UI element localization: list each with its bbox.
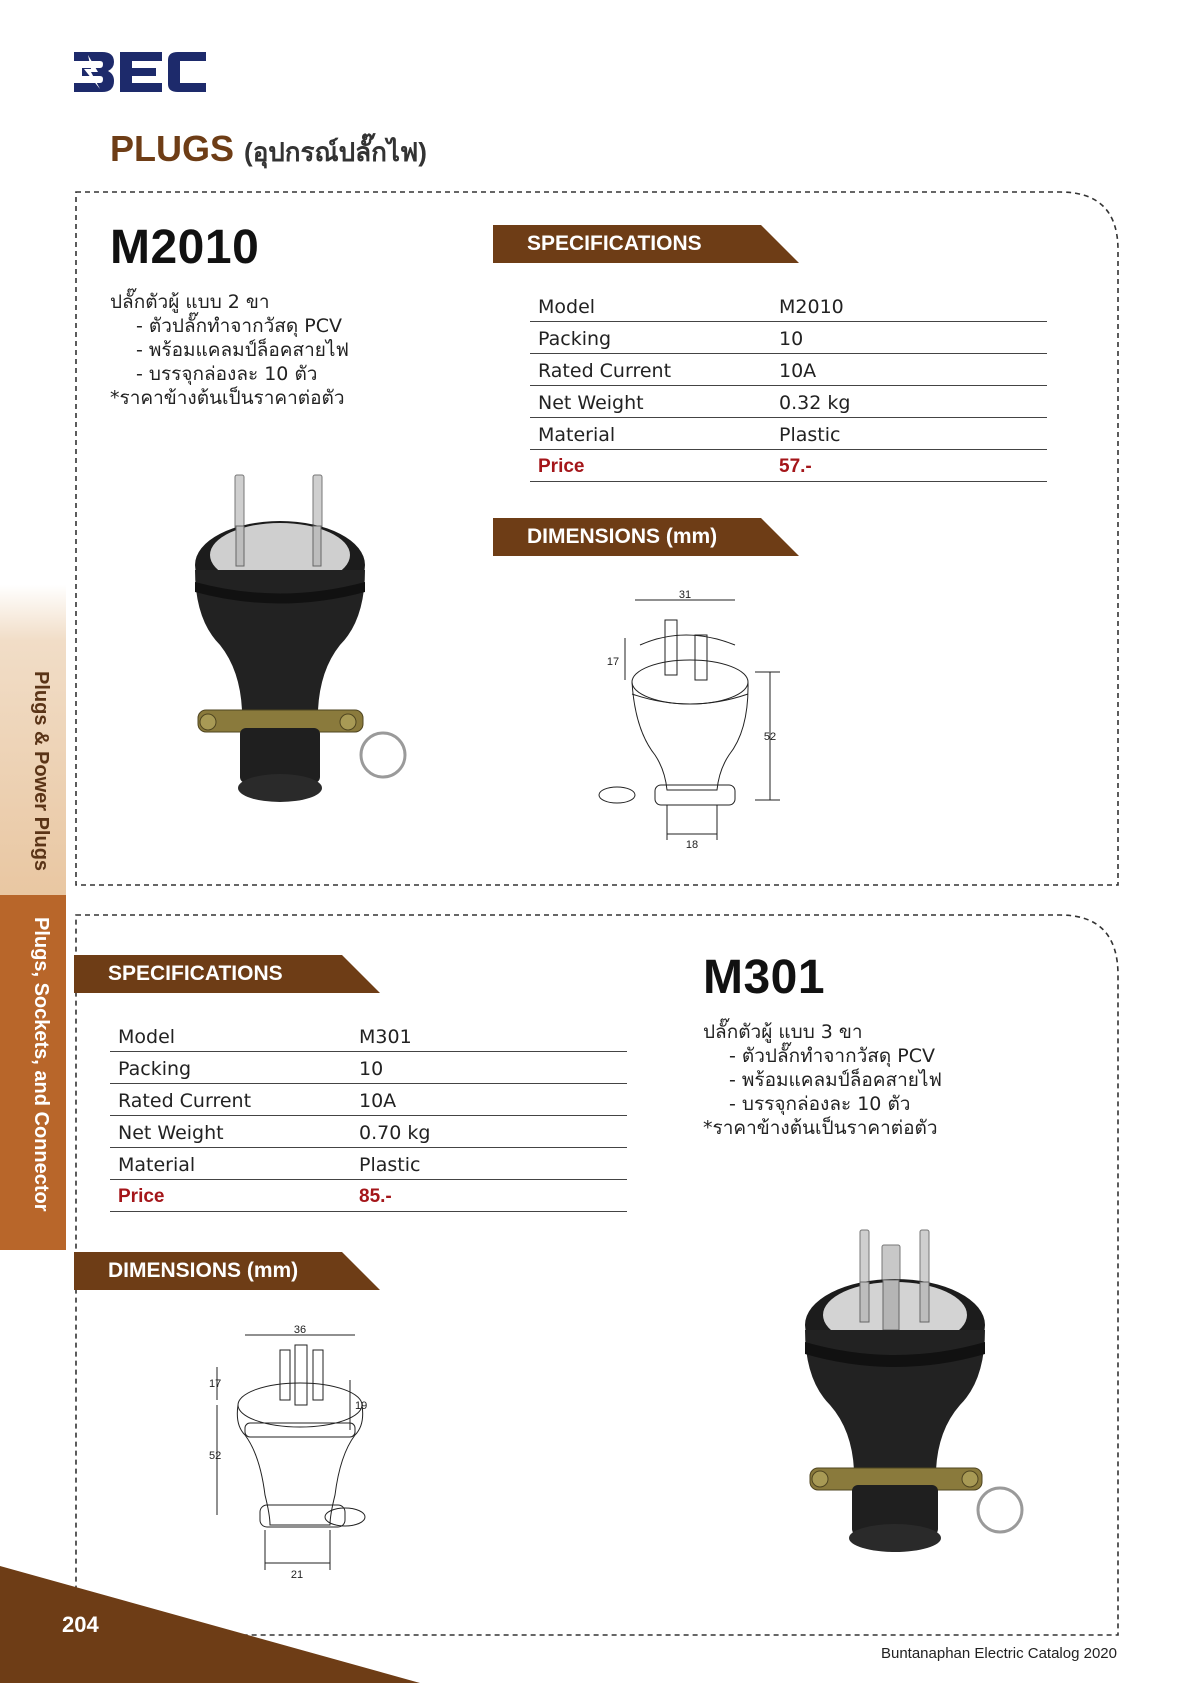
dimension-drawing-m2010	[595, 590, 795, 855]
side-tab-label: Plugs & Power Plugs	[30, 671, 52, 872]
spec-value: 0.70 kg	[351, 1116, 627, 1148]
spec-table-m301	[110, 1020, 627, 1212]
spec-label: Material	[530, 418, 771, 450]
catalog-footer: Buntanaphan Electric Catalog 2020	[880, 1645, 1117, 1662]
product-model-m301: M301	[703, 951, 826, 1004]
spec-label: Net Weight	[530, 386, 771, 418]
spec-value: 10A	[351, 1084, 627, 1116]
description-line: - บรรจุกล่องละ 10 ตัว	[136, 363, 318, 385]
bec-logo	[74, 52, 206, 92]
spec-heading: SPECIFICATIONS	[527, 232, 702, 255]
spec-value: Plastic	[771, 418, 1047, 450]
side-tab-label: Plugs, Sockets, and Connector	[30, 917, 52, 1212]
spec-row	[110, 1148, 627, 1180]
price-row	[110, 1180, 627, 1212]
spec-label: Packing	[530, 322, 771, 354]
description-line: - ตัวปลั๊กทำจากวัสดุ PCV	[136, 315, 342, 337]
spec-label: Rated Current	[110, 1084, 351, 1116]
description-line: - พร้อมแคลมป์ล็อคสายไฟ	[136, 339, 349, 361]
description-line: ปลั๊กตัวผู้ แบบ 2 ขา	[110, 291, 270, 313]
spec-value: 10	[771, 322, 1047, 354]
dim-height-label: 52	[209, 1450, 222, 1462]
dim-base-label: 21	[290, 1569, 304, 1581]
product-photo-m2010	[180, 470, 420, 820]
dim-width-label: 36	[293, 1325, 307, 1336]
spec-value: Plastic	[351, 1148, 627, 1180]
spec-heading: SPECIFICATIONS	[108, 962, 283, 985]
price-row	[530, 450, 1047, 482]
dim-height-label: 52	[763, 731, 777, 743]
description-line: - ตัวปลั๊กทำจากวัสดุ PCV	[729, 1045, 935, 1067]
spec-label: Rated Current	[530, 354, 771, 386]
page-title-main: PLUGS	[110, 128, 235, 169]
description-line: - บรรจุกล่องละ 10 ตัว	[729, 1093, 911, 1115]
page-title-thai: (อุปกรณ์ปลั๊กไฟ)	[244, 137, 427, 167]
product-model-m2010: M2010	[110, 221, 260, 274]
page-title	[110, 128, 427, 173]
spec-label: Packing	[110, 1052, 351, 1084]
spec-label: Net Weight	[110, 1116, 351, 1148]
spec-row	[530, 290, 1047, 322]
description-line: ปลั๊กตัวผู้ แบบ 3 ขา	[703, 1021, 863, 1043]
dim-pin-label: 17	[606, 656, 620, 668]
spec-value: M2010	[771, 290, 1047, 322]
spec-row	[110, 1052, 627, 1084]
spec-label: Model	[530, 290, 771, 322]
dim-base-label: 18	[685, 839, 699, 851]
dim-heading: DIMENSIONS (mm)	[527, 525, 718, 548]
price-value: 85.-	[351, 1180, 627, 1212]
spec-value: 0.32 kg	[771, 386, 1047, 418]
dim-width-label: 31	[678, 590, 692, 601]
spec-row	[530, 418, 1047, 450]
dim-heading-band	[74, 1252, 384, 1290]
dim-heading-band	[493, 518, 803, 556]
spec-value: 10A	[771, 354, 1047, 386]
product-description	[110, 290, 349, 410]
spec-row	[530, 322, 1047, 354]
spec-row	[530, 354, 1047, 386]
price-value: 57.-	[771, 450, 1047, 482]
price-label: Price	[110, 1180, 351, 1212]
spec-row	[110, 1116, 627, 1148]
spec-label: Material	[110, 1148, 351, 1180]
description-line: *ราคาข้างต้นเป็นราคาต่อตัว	[703, 1117, 938, 1139]
spec-table-m2010	[530, 290, 1047, 482]
spec-row	[530, 386, 1047, 418]
spec-label: Model	[110, 1020, 351, 1052]
spec-row	[110, 1084, 627, 1116]
price-label: Price	[530, 450, 771, 482]
page-number: 204	[62, 1612, 99, 1637]
description-line: - พร้อมแคลมป์ล็อคสายไฟ	[729, 1069, 942, 1091]
spec-value: 10	[351, 1052, 627, 1084]
dim-pin-label: 17	[209, 1378, 222, 1390]
spec-value: M301	[351, 1020, 627, 1052]
dim-side-label: 19	[355, 1400, 368, 1412]
dimension-drawing-m301	[205, 1325, 405, 1585]
description-line: *ราคาข้างต้นเป็นราคาต่อตัว	[110, 387, 345, 409]
dim-heading: DIMENSIONS (mm)	[108, 1259, 299, 1282]
product-description	[703, 1020, 942, 1140]
product-photo-m301	[790, 1220, 1030, 1580]
spec-heading-band	[74, 955, 384, 993]
spec-heading-band	[493, 225, 803, 263]
spec-row	[110, 1020, 627, 1052]
